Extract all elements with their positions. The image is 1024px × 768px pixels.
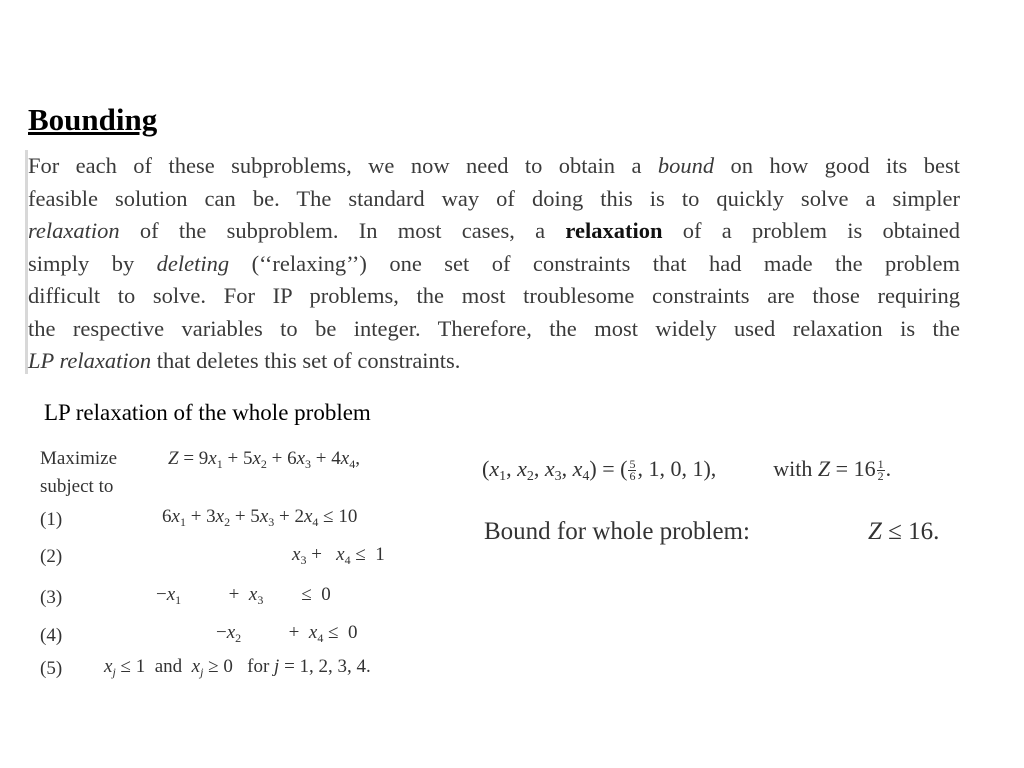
- bound-label: Bound for whole problem:: [484, 518, 750, 545]
- solution-with-label: with: [773, 456, 813, 481]
- constraint-2: $x_3 + x_4 \le 1$: [292, 544, 385, 567]
- lp-model: [40, 444, 460, 694]
- constraint-label-3: (3): [40, 587, 63, 608]
- solution-z-value: Z = 16 $\frac{1}{2}$ .: [817, 456, 892, 484]
- paragraph-line-5: difficult to solve. For IP problems, the most troublesome constraints are those requiring: [28, 283, 960, 308]
- constraint-label-4: (4): [40, 625, 63, 646]
- constraint-1: $6x_1 + 3x_2 + 5x_3 + 2x_4 \le 10$: [162, 506, 358, 529]
- bounding-paragraph: [28, 150, 960, 378]
- paragraph-line-4: simply by deleting (‘‘relaxing’’) one set of constraints that had made the problem: [28, 250, 960, 276]
- lp-relaxation-title: LP relaxation of the whole problem: [44, 400, 371, 425]
- constraint-label-2: (2): [40, 546, 63, 567]
- maximize-label: Maximize: [40, 448, 118, 469]
- constraint-5: $x_j \le 1$ and $x_j \ge 0$ for j = 1, 2, 3, 4.: [104, 656, 371, 679]
- paragraph-line-7: LP relaxation that deletes this set of constraints.: [28, 348, 461, 373]
- paragraph-line-3: relaxation of the subproblem. In most cases, a relaxation of a problem is obtained: [28, 218, 960, 243]
- objective-function: $Z = 9x_1 + 5x_2 + 6x_3 + 4x_4$,: [168, 448, 360, 471]
- constraint-3: $-x_1$ + $x_3$ ≤ 0: [156, 584, 331, 607]
- lp-solution: [482, 456, 982, 482]
- constraint-label-5: (5): [40, 658, 63, 679]
- bound-value: Z ≤ 16.: [868, 518, 940, 545]
- constraint-label-1: (1): [40, 509, 63, 530]
- solution-vector: ($x_1$, $x_2$, $x_3$, $x_4$) = ( $\frac{5}{6}$ , 1, 0, 1),: [482, 456, 717, 484]
- heading-bounding: Bounding: [28, 102, 158, 137]
- paragraph-line-1: For each of these subproblems, we now need to obtain a bound on how good its best: [28, 153, 960, 178]
- bound-line: [484, 518, 974, 546]
- constraint-4: $-x_2$ + $x_4 \le 0$: [216, 622, 358, 645]
- paragraph-line-6: the respective variables to be integer. Therefore, the most widely used relaxation is the: [28, 315, 960, 341]
- subject-to-label: subject to: [40, 476, 114, 497]
- paragraph-line-2: feasible solution can be. The standard way of doing this is to quickly solve a simpler: [28, 185, 960, 211]
